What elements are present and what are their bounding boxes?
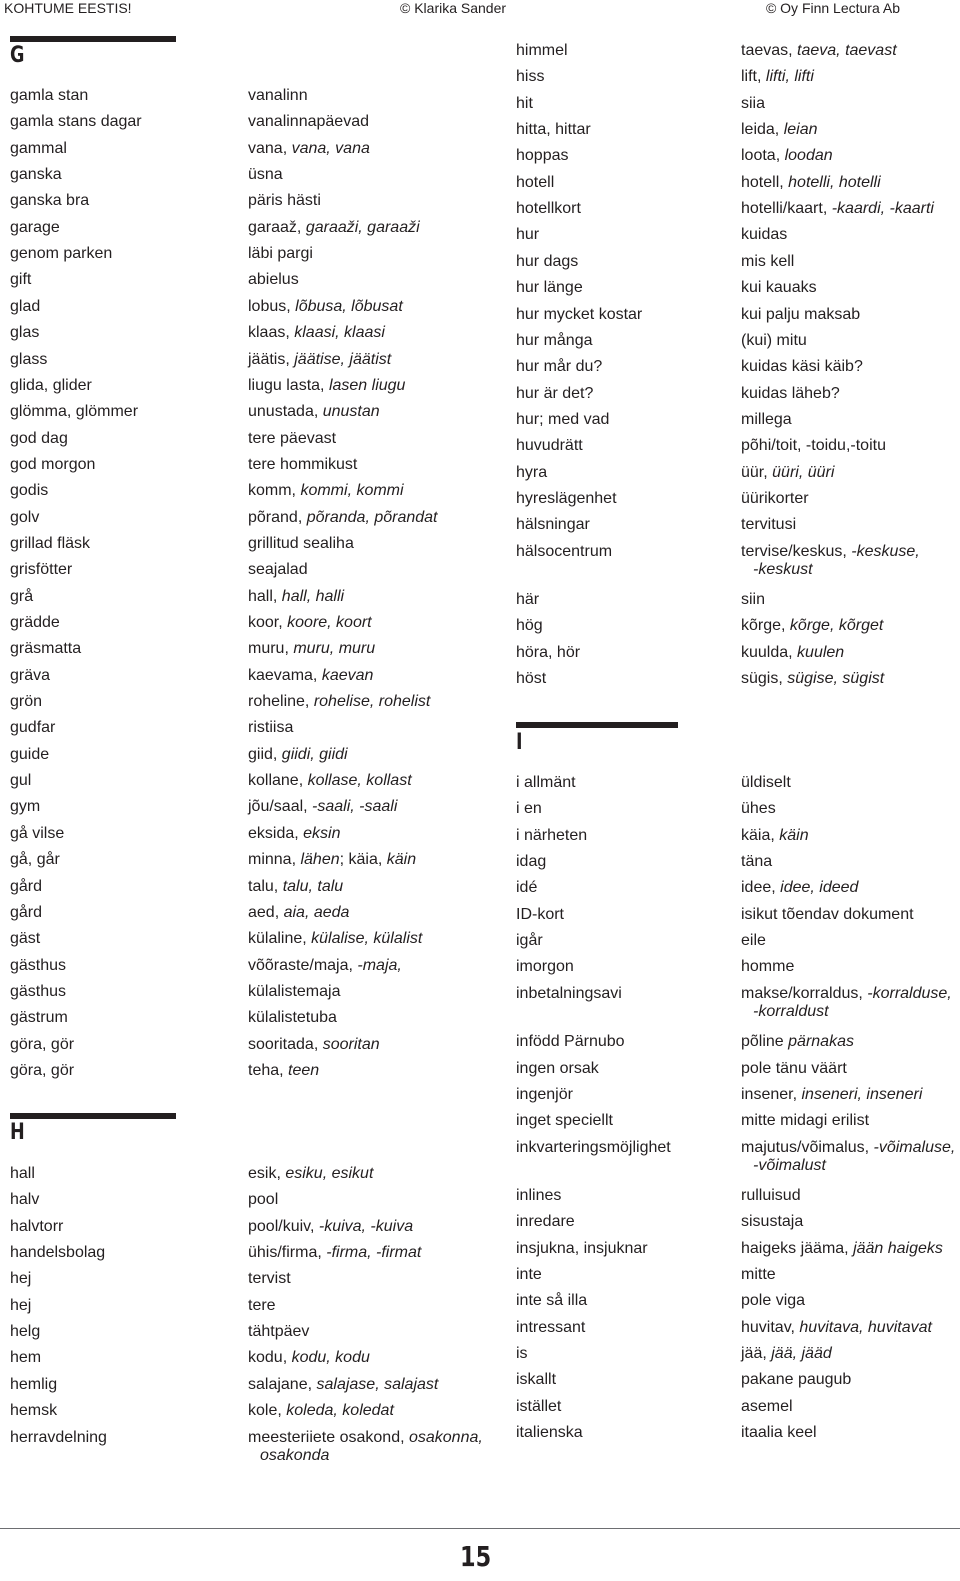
swedish-term: hur är det?: [516, 384, 594, 402]
swedish-term: genom parken: [10, 245, 113, 263]
swedish-term: herravdelning: [10, 1428, 107, 1446]
swedish-term: göra, gör: [10, 1035, 75, 1053]
swedish-term: grisfötter: [10, 561, 73, 579]
swedish-term: gul: [10, 772, 32, 790]
swedish-term: gästrum: [10, 1009, 68, 1027]
estonian-translation: kõrge, kõrge, kõrget: [741, 617, 884, 635]
estonian-translation: idee, idee, ideed: [741, 879, 859, 897]
estonian-translation: läbi pargi: [248, 245, 313, 263]
swedish-term: hemlig: [10, 1375, 58, 1393]
swedish-term: hit: [516, 94, 533, 112]
estonian-translation: leida, leian: [741, 121, 818, 139]
swedish-term: insjukna, insjuknar: [516, 1239, 648, 1257]
swedish-term: hur mycket kostar: [516, 305, 643, 323]
estonian-translation: tähtpäev: [248, 1323, 310, 1341]
swedish-term: halvtorr: [10, 1217, 64, 1235]
estonian-translation: tervitusi: [741, 516, 797, 534]
swedish-term: höra, hör: [516, 643, 581, 661]
swedish-term: inte: [516, 1265, 542, 1283]
swedish-term: gård: [10, 877, 43, 895]
swedish-term: hemsk: [10, 1402, 58, 1420]
estonian-translation: külalistetuba: [248, 1009, 337, 1027]
estonian-translation: kaevama, kaevan: [248, 666, 374, 684]
swedish-term: inkvarteringsmöjlighet: [516, 1138, 671, 1156]
estonian-translation: võõraste/maja, -maja,: [248, 956, 402, 974]
swedish-term: ID-kort: [516, 905, 564, 923]
swedish-term: hög: [516, 617, 543, 635]
swedish-term: gästhus: [10, 956, 67, 974]
estonian-translation: pole viga: [741, 1292, 806, 1310]
swedish-term: hur; med vad: [516, 410, 610, 428]
swedish-term: inbetalningsavi: [516, 984, 622, 1002]
section-g-rule: [10, 36, 176, 42]
swedish-term: god morgon: [10, 455, 96, 473]
swedish-term: guide: [10, 745, 50, 763]
estonian-translation: ühes: [741, 800, 776, 818]
estonian-translation: (kui) mitu: [741, 331, 807, 349]
estonian-translation: mitte midagi erilist: [741, 1112, 870, 1130]
estonian-translation: koor, koore, koort: [248, 614, 372, 631]
swedish-term: glömma, glömmer: [10, 403, 139, 421]
swedish-term: inredare: [516, 1213, 575, 1231]
estonian-translation: pole tänu väärt: [741, 1059, 847, 1077]
estonian-translation: külalistemaja: [248, 982, 341, 1000]
swedish-term: hur många: [516, 331, 593, 349]
swedish-term: hem: [10, 1349, 42, 1367]
estonian-translation: vanalinn: [248, 87, 308, 104]
estonian-translation: tere päevast: [248, 429, 337, 447]
section-g-letter: G: [10, 43, 25, 68]
swedish-term: gudfar: [10, 719, 56, 737]
estonian-translation: huvitav, huvitava, huvitavat: [741, 1318, 932, 1336]
header-copyright-author: © Klarika Sander: [400, 0, 507, 16]
estonian-translation: salajane, salajase, salajast: [248, 1375, 439, 1393]
swedish-term: infödd Pärnubo: [516, 1033, 625, 1051]
swedish-term: hej: [10, 1270, 32, 1288]
swedish-term: helg: [10, 1323, 41, 1341]
header-left-text: KOHTUME EESTIS!: [4, 0, 132, 16]
swedish-term: hiss: [516, 68, 545, 86]
estonian-translation: makse/korraldus, -korralduse, -korraldust: [741, 984, 952, 1020]
swedish-term: gräva: [10, 666, 51, 684]
estonian-translation: kui palju maksab: [741, 305, 861, 323]
section-i-rule: [516, 722, 678, 728]
estonian-translation: minna, lähen; käia, käin: [248, 851, 417, 869]
swedish-term: garage: [10, 218, 60, 236]
swedish-term: hyreslägenhet: [516, 489, 617, 507]
swedish-term: hitta, hittar: [516, 121, 591, 139]
translation-continuation: osakonda: [260, 1446, 330, 1464]
swedish-term: hur: [516, 226, 540, 244]
swedish-term: glas: [10, 324, 40, 342]
swedish-term: hyra: [516, 463, 548, 481]
estonian-translation: lift, lifti, lifti: [741, 68, 814, 86]
swedish-term: handelsbolag: [10, 1244, 106, 1262]
swedish-term: glida, glider: [10, 376, 92, 394]
swedish-term: höst: [516, 670, 547, 688]
estonian-translation: pakane paugub: [741, 1371, 852, 1389]
estonian-translation: ühis/firma, -firma, -firmat: [248, 1244, 422, 1262]
estonian-translation: giid, giidi, giidi: [248, 745, 348, 763]
estonian-translation: jõu/saal, -saali, -saali: [248, 798, 398, 816]
swedish-term: gammal: [10, 139, 67, 157]
estonian-translation: põline pärnakas: [741, 1033, 854, 1051]
estonian-translation: üür, üüri, üüri: [741, 463, 835, 481]
estonian-translation: seajalad: [248, 561, 308, 579]
header-copyright-publisher: © Oy Finn Lectura Ab: [765, 0, 900, 16]
estonian-translation: homme: [741, 958, 795, 976]
estonian-translation: hotelli/kaart, -kaardi, -kaarti: [741, 200, 934, 218]
estonian-translation: itaalia keel: [741, 1424, 817, 1442]
estonian-translation: kollane, kollase, kollast: [248, 772, 412, 790]
estonian-translation: kui kauaks: [741, 279, 817, 297]
swedish-term: grå: [10, 587, 34, 605]
swedish-term: hälsningar: [516, 516, 590, 534]
estonian-translation: haigeks jääma, jään haigeks: [741, 1239, 943, 1257]
estonian-translation: kole, koleda, koledat: [248, 1402, 394, 1420]
swedish-term: i en: [516, 800, 542, 818]
swedish-term: glad: [10, 297, 41, 315]
estonian-translation: garaaž, garaaži, garaaži: [248, 218, 420, 236]
swedish-term: is: [516, 1345, 528, 1362]
swedish-term: godis: [10, 482, 49, 500]
swedish-term: hur dags: [516, 252, 579, 270]
swedish-term: ganska: [10, 166, 62, 184]
swedish-term: hall: [10, 1165, 35, 1182]
estonian-translation: loota, loodan: [741, 147, 833, 165]
swedish-term: gård: [10, 903, 43, 921]
estonian-translation: sooritada, sooritan: [248, 1035, 380, 1053]
estonian-translation: põhi/toit, -toidu,-toitu: [741, 437, 886, 455]
estonian-translation: mitte: [741, 1265, 776, 1283]
swedish-term: huvudrätt: [516, 437, 583, 455]
swedish-term: i allmänt: [516, 774, 576, 791]
swedish-term: gästhus: [10, 982, 67, 1000]
swedish-term: inget speciellt: [516, 1112, 613, 1130]
section-i-letter: I: [516, 730, 523, 755]
estonian-translation: üsna: [248, 166, 283, 184]
estonian-translation: muru, muru, muru: [248, 640, 376, 658]
footer-rule: [0, 1528, 960, 1529]
estonian-translation: kuidas käsi käib?: [741, 358, 863, 376]
swedish-term: idé: [516, 879, 538, 897]
swedish-term: hoppas: [516, 147, 569, 165]
estonian-translation: aed, aia, aeda: [248, 903, 350, 921]
swedish-term: gäst: [10, 930, 41, 948]
estonian-translation: jäätis, jäätise, jäätist: [248, 350, 392, 368]
estonian-translation: vanalinnapäevad: [248, 113, 369, 131]
estonian-translation: eile: [741, 932, 766, 950]
estonian-translation: põrand, põranda, põrandat: [248, 508, 438, 526]
estonian-translation: teha, teen: [248, 1061, 320, 1079]
translation-continuation: -keskust: [753, 560, 813, 578]
estonian-translation: rulluisud: [741, 1186, 801, 1204]
estonian-translation: lobus, lõbusa, lõbusat: [248, 297, 403, 315]
estonian-translation: külaline, külalise, külalist: [248, 930, 423, 948]
estonian-translation: komm, kommi, kommi: [248, 482, 404, 500]
swedish-term: grön: [10, 693, 43, 711]
swedish-term: gamla stans dagar: [10, 113, 142, 131]
estonian-translation: isikut tõendav dokument: [741, 905, 914, 923]
swedish-term: gym: [10, 798, 41, 816]
swedish-term: hotell: [516, 173, 555, 191]
estonian-translation: pool/kuiv, -kuiva, -kuiva: [248, 1217, 414, 1235]
swedish-term: gräsmatta: [10, 640, 82, 658]
estonian-translation: taevas, taeva, taevast: [741, 42, 897, 59]
swedish-term: istället: [516, 1397, 562, 1415]
estonian-translation: päris hästi: [248, 192, 321, 210]
estonian-translation: asemel: [741, 1397, 793, 1415]
section-h-rule: [10, 1113, 176, 1119]
swedish-term: golv: [10, 508, 40, 526]
estonian-translation: jää, jää, jääd: [741, 1345, 832, 1362]
swedish-term: ganska bra: [10, 192, 90, 210]
swedish-term: ingen orsak: [516, 1059, 599, 1077]
swedish-term: hej: [10, 1296, 32, 1314]
estonian-translation: roheline, rohelise, rohelist: [248, 693, 431, 711]
swedish-term: i närheten: [516, 826, 588, 844]
estonian-translation: meesteriiete osakond, osakonna, osakonda: [248, 1428, 483, 1464]
estonian-translation: eksida, eksin: [248, 824, 341, 842]
swedish-term: gå, går: [10, 851, 60, 869]
estonian-translation: ristiisa: [248, 719, 294, 737]
estonian-translation: tere hommikust: [248, 455, 358, 473]
translation-continuation: -korraldust: [753, 1002, 829, 1020]
swedish-term: igår: [516, 932, 543, 950]
swedish-term: hur mår du?: [516, 358, 603, 376]
estonian-translation: hotell, hotelli, hotelli: [741, 173, 881, 191]
estonian-translation: esik, esiku, esikut: [248, 1165, 374, 1182]
estonian-translation: grillitud sealiha: [248, 534, 354, 552]
swedish-term: imorgon: [516, 958, 574, 976]
swedish-term: hur länge: [516, 279, 583, 297]
swedish-term: italienska: [516, 1424, 583, 1442]
swedish-term: hälsocentrum: [516, 542, 613, 560]
swedish-term: iskallt: [516, 1371, 557, 1389]
estonian-translation: sügis, sügise, sügist: [741, 670, 885, 688]
estonian-translation: sisustaja: [741, 1213, 804, 1231]
swedish-term: göra, gör: [10, 1061, 75, 1079]
estonian-translation: liugu lasta, lasen liugu: [248, 376, 406, 394]
estonian-translation: pool: [248, 1191, 279, 1209]
swedish-term: intressant: [516, 1318, 586, 1336]
estonian-translation: majutus/võimalus, -võimaluse, -võimalust: [741, 1138, 956, 1174]
estonian-translation: kodu, kodu, kodu: [248, 1349, 370, 1367]
translation-continuation: -võimalust: [753, 1156, 826, 1174]
estonian-translation: kuulda, kuulen: [741, 643, 845, 661]
estonian-translation: siin: [741, 591, 766, 608]
swedish-term: idag: [516, 853, 547, 871]
estonian-translation: käia, käin: [741, 826, 809, 844]
swedish-term: halv: [10, 1191, 40, 1209]
estonian-translation: täna: [741, 853, 773, 871]
estonian-translation: üürikorter: [741, 489, 809, 507]
estonian-translation: insener, inseneri, inseneri: [741, 1085, 923, 1103]
swedish-term: inlines: [516, 1186, 562, 1204]
swedish-term: grädde: [10, 614, 60, 631]
swedish-term: ingenjör: [516, 1085, 573, 1103]
estonian-translation: klaas, klaasi, klaasi: [248, 324, 385, 342]
estonian-translation: tervist: [248, 1270, 291, 1288]
page-number: 15: [460, 1540, 492, 1573]
estonian-translation: hall, hall, halli: [248, 587, 345, 605]
estonian-translation: tervise/keskus, -keskuse, -keskust: [741, 542, 920, 578]
estonian-translation: tere: [248, 1296, 276, 1314]
estonian-translation: millega: [741, 410, 792, 428]
swedish-term: gå vilse: [10, 824, 65, 842]
estonian-translation: talu, talu, talu: [248, 877, 344, 895]
estonian-translation: siia: [741, 94, 766, 112]
section-h-letter: H: [10, 1120, 25, 1145]
page-header: [0, 0, 960, 20]
estonian-translation: vana, vana, vana: [248, 139, 370, 157]
estonian-translation: abielus: [248, 271, 299, 289]
swedish-term: här: [516, 591, 540, 608]
swedish-term: gift: [10, 271, 32, 289]
swedish-term: inte så illa: [516, 1292, 588, 1310]
estonian-translation: üldiselt: [741, 774, 791, 791]
swedish-term: gamla stan: [10, 87, 89, 104]
swedish-term: grillad fläsk: [10, 534, 91, 552]
swedish-term: glass: [10, 350, 48, 368]
estonian-translation: kuidas läheb?: [741, 384, 840, 402]
swedish-term: hotellkort: [516, 200, 581, 218]
swedish-term: god dag: [10, 429, 68, 447]
estonian-translation: unustada, unustan: [248, 403, 380, 421]
estonian-translation: mis kell: [741, 252, 795, 270]
estonian-translation: kuidas: [741, 226, 788, 244]
swedish-term: himmel: [516, 42, 568, 59]
